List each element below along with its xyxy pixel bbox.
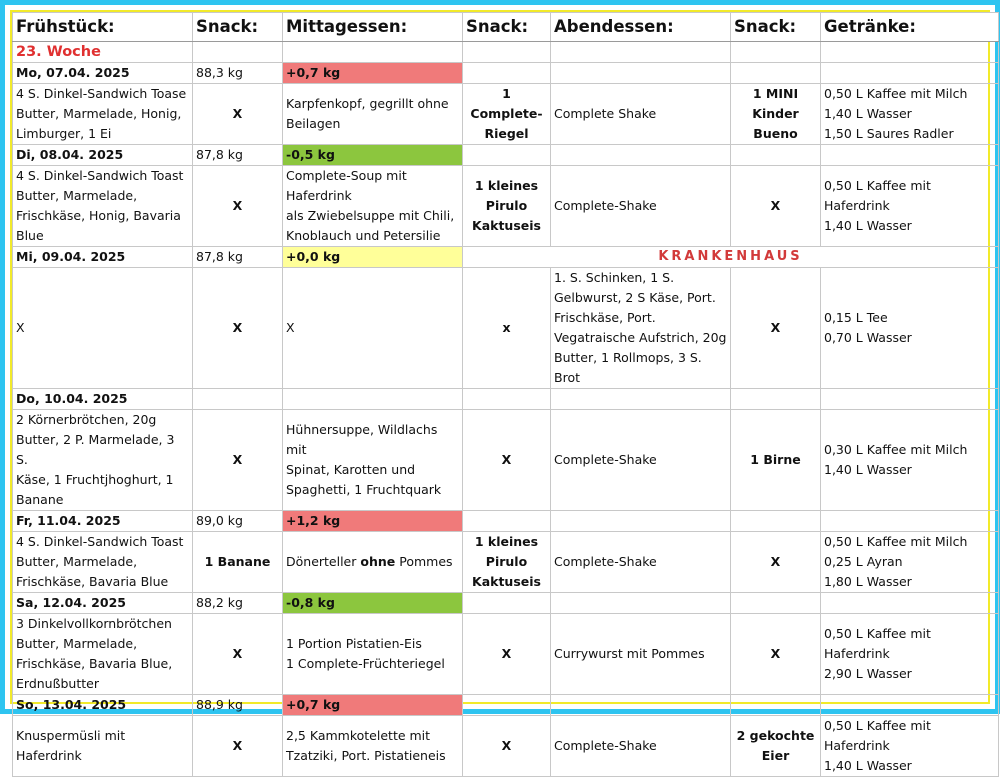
cell[interactable] [731,42,821,63]
cell-line: 0,25 L Ayran [824,554,903,569]
day-content-row [13,268,999,389]
cell-line: 1 Birne [750,452,801,467]
day-header-row [13,63,999,84]
cell-line: Pirulo [485,554,528,569]
header-row [13,13,999,42]
day-header-row [13,145,999,166]
mittagessen-cell[interactable] [283,410,463,511]
abendessen-cell[interactable] [551,410,731,511]
cell-line: 0,70 L Wasser [824,330,912,345]
mittagessen-cell[interactable] [283,716,463,777]
cell-line: X [232,646,243,661]
weight-change[interactable]: +0,0 kg [283,247,463,268]
cell[interactable] [463,593,551,614]
cell-line: 0,30 L Kaffee mit Milch [824,442,968,457]
cell-line: X [770,320,781,335]
day-content-row [13,84,999,145]
day-header-row [13,247,999,268]
cell-line: Riegel [484,126,529,141]
cell-line: 0,50 L Kaffee mit Haferdrink [824,626,931,661]
snack-2-cell[interactable] [463,268,551,389]
cell-line: Butter, 1 Rollmops, 3 S. Brot [554,350,702,385]
cell-line: Complete-Shake [554,554,657,569]
snack-2-cell[interactable] [463,410,551,511]
cell-line: Frischkäse, Bavaria Blue, [16,656,173,671]
cell[interactable] [463,145,551,166]
cell-line: Spaghetti, 1 Fruchtquark [286,482,442,497]
snack-1-cell[interactable] [193,532,283,593]
day-weight[interactable]: 87,8 kg [193,145,283,166]
snack-2-cell[interactable] [463,84,551,145]
cell-line: X [232,106,243,121]
cell-line: 1 kleines [474,178,539,193]
getraenke-cell[interactable] [821,716,999,777]
cell-line: 3 Dinkelvollkornbrötchen [16,616,172,631]
cell-line: Kaktuseis [472,574,541,589]
getraenke-cell[interactable] [821,84,999,145]
day-date[interactable]: Di, 08.04. 2025 [13,145,193,166]
fruehstueck-cell[interactable] [13,84,193,145]
weight-change[interactable] [283,389,463,410]
cell[interactable] [821,695,999,716]
cell[interactable] [551,63,731,84]
getraenke-cell[interactable] [821,410,999,511]
cell[interactable] [821,42,999,63]
day-date[interactable]: Mo, 07.04. 2025 [13,63,193,84]
cell[interactable] [731,695,821,716]
snack-1-cell[interactable] [193,166,283,247]
cell[interactable] [463,389,551,410]
cell[interactable] [551,42,731,63]
cell-line: 2 gekochte [736,728,815,743]
cell-line: 0,50 L Kaffee mit Milch [824,86,968,101]
cell-line: Complete Shake [554,106,657,121]
cell-line: Banane [16,492,64,507]
cell-line: Eier [761,748,790,763]
cell[interactable] [821,63,999,84]
weight-change[interactable]: -0,8 kg [283,593,463,614]
day-content-row [13,166,999,247]
week-label[interactable]: 23. Woche [13,42,193,63]
header-snack-3[interactable]: Snack: [731,13,821,42]
day-weight[interactable]: 88,2 kg [193,593,283,614]
fruehstueck-cell[interactable] [13,268,193,389]
cell-line: X [232,320,243,335]
header-fruehstueck[interactable]: Frühstück: [13,13,193,42]
weight-change[interactable]: +0,7 kg [283,695,463,716]
cell-line: X [770,554,781,569]
abendessen-cell[interactable] [551,532,731,593]
day-date[interactable]: So, 13.04. 2025 [13,695,193,716]
cell-line: x [502,320,511,335]
text-part-bold: ohne [360,554,396,569]
fruehstueck-cell[interactable] [13,166,193,247]
cell-line: 4 S. Dinkel-Sandwich Toast [16,168,184,183]
abendessen-cell[interactable] [551,268,731,389]
cell-line: 2,90 L Wasser [824,666,912,681]
fruehstueck-cell[interactable] [13,532,193,593]
snack-3-cell[interactable] [731,84,821,145]
snack-2-cell[interactable] [463,614,551,695]
cell[interactable] [821,145,999,166]
meal-log-table [12,12,999,777]
cell-line: X [770,198,781,213]
day-content-row [13,614,999,695]
cell-line: 1 Complete-Früchteriegel [286,656,445,671]
cell-line: Butter, Marmelade, [16,636,138,651]
cell-line: Vegatraische Aufstrich, 20g [554,330,727,345]
cell-line: Erdnußbutter [16,676,99,691]
day-weight[interactable]: 88,3 kg [193,63,283,84]
snack-2-cell[interactable] [463,716,551,777]
mittagessen-cell[interactable] [283,614,463,695]
cell-line: Complete-Shake [554,198,657,213]
snack-3-cell[interactable] [731,166,821,247]
cell-line: Frischkäse, Port. [554,310,656,325]
snack-3-cell[interactable] [731,614,821,695]
cell-line: 4 S. Dinkel-Sandwich Toase [16,86,187,101]
cell-line: X [16,320,25,335]
cell-line: als Zwiebelsuppe mit Chili, [286,208,455,223]
cell-line: Tzatziki, Port. Pistatieneis [286,748,446,763]
cell-line: 1. S. Schinken, 1 S. [554,270,675,285]
cell-line: Haferdrink [16,748,82,763]
snack-3-cell[interactable] [731,268,821,389]
snack-1-cell[interactable] [193,268,283,389]
getraenke-cell[interactable] [821,614,999,695]
cell-line: Spinat, Karotten und [286,462,416,477]
day-date[interactable]: Sa, 12.04. 2025 [13,593,193,614]
cell-line: Pirulo [485,198,528,213]
day-weight[interactable]: 87,8 kg [193,247,283,268]
cell-line: X [501,646,512,661]
sheet-area [10,10,990,773]
snack-1-cell[interactable] [193,614,283,695]
day-header-row [13,695,999,716]
cell-line: Frischkäse, Bavaria Blue [16,574,169,589]
cell-line: X [770,646,781,661]
cell-line: Hühnersuppe, Wildlachs mit [286,422,438,457]
weight-change[interactable]: +0,7 kg [283,63,463,84]
cell-line: Butter, Marmelade, [16,188,138,203]
mittagessen-cell[interactable] [283,84,463,145]
cell[interactable] [193,42,283,63]
cell[interactable] [551,593,731,614]
day-header-row [13,593,999,614]
cell-line: X [232,198,243,213]
header-snack-1[interactable]: Snack: [193,13,283,42]
cell[interactable] [463,695,551,716]
cell-line: 1,40 L Wasser [824,218,912,233]
snack-3-cell[interactable] [731,532,821,593]
cell[interactable] [551,511,731,532]
cell-line: 1,80 L Wasser [824,574,912,589]
cell[interactable] [463,63,551,84]
getraenke-cell[interactable] [821,532,999,593]
cell-line: X [232,452,243,467]
cell-line: X [501,452,512,467]
cell-line: X [286,320,295,335]
cell-line: Knuspermüsli mit [16,728,126,743]
cell[interactable] [821,593,999,614]
cell-line: Butter, 2 P. Marmelade, 3 S. [16,432,175,467]
day-weight[interactable] [193,389,283,410]
day-content-row [13,532,999,593]
week-row [13,42,999,63]
snack-2-cell[interactable] [463,166,551,247]
mittagessen-cell[interactable] [283,532,463,593]
day-weight[interactable]: 88,9 kg [193,695,283,716]
cell-line: 1 Complete- [470,86,543,121]
cell[interactable] [821,511,999,532]
cell-line: 0,15 L Tee [824,310,888,325]
cell[interactable] [731,511,821,532]
cell-line: 1 kleines [474,534,539,549]
cell[interactable] [551,695,731,716]
cell-line: 1 Portion Pistatien-Eis [286,636,422,651]
text-part: Pommes [395,554,453,569]
cell-line: 1,50 L Saures Radler [824,126,954,141]
cell-line: Käse, 1 Fruchtjhoghurt, 1 [16,472,174,487]
cell[interactable] [551,145,731,166]
abendessen-cell[interactable] [551,716,731,777]
weight-change[interactable]: +1,2 kg [283,511,463,532]
header-snack-2[interactable]: Snack: [463,13,551,42]
cell[interactable] [731,389,821,410]
day-weight[interactable]: 89,0 kg [193,511,283,532]
header-abendessen[interactable]: Abendessen: [551,13,731,42]
weight-change[interactable]: -0,5 kg [283,145,463,166]
cell-line: Frischkäse, Honig, Bavaria [16,208,181,223]
snack-1-cell[interactable] [193,716,283,777]
cell-line: 1,40 L Wasser [824,462,912,477]
cell-line: Limburger, 1 Ei [16,126,112,141]
abendessen-cell[interactable] [551,614,731,695]
cell-line: Gelbwurst, 2 S Käse, Port. [554,290,716,305]
cell-line: Haferdrink [286,188,352,203]
cell-line: Knoblauch und Petersilie [286,228,441,243]
cell-line: 1 MINI Kinder [752,86,799,121]
mittagessen-cell[interactable] [283,166,463,247]
cell-line: Currywurst mit Pommes [554,646,705,661]
fruehstueck-cell[interactable] [13,410,193,511]
day-header-row [13,389,999,410]
cell-line: Complete-Shake [554,738,657,753]
cell-line: 0,50 L Kaffee mit Haferdrink [824,178,931,213]
getraenke-cell[interactable] [821,166,999,247]
day-date[interactable]: Mi, 09.04. 2025 [13,247,193,268]
text-part: Dönerteller [286,554,361,569]
fruehstueck-cell[interactable] [13,716,193,777]
day-date[interactable]: Fr, 11.04. 2025 [13,511,193,532]
cell-line: 2,5 Kammkotelette mit [286,728,431,743]
cell-line: X [232,738,243,753]
cell[interactable] [731,593,821,614]
day-content-row [13,410,999,511]
cell-line: Beilagen [286,116,341,131]
cell-line: 1 Banane [204,554,271,569]
cell-line: Blue [16,228,44,243]
fruehstueck-cell[interactable] [13,614,193,695]
getraenke-cell[interactable] [821,268,999,389]
snack-1-cell[interactable] [193,84,283,145]
cell-line: 0,50 L Kaffee mit Haferdrink [824,718,931,753]
cell[interactable] [551,389,731,410]
day-content-row [13,716,999,777]
cell[interactable] [821,389,999,410]
cell-line: Butter, Marmelade, Honig, [16,106,182,121]
snack-3-cell[interactable] [731,410,821,511]
cell-line: 1,40 L Wasser [824,758,912,773]
mittagessen-cell[interactable] [283,268,463,389]
cell-line: Karpfenkopf, gegrillt ohne [286,96,449,111]
cell[interactable] [731,145,821,166]
cell-line: 4 S. Dinkel-Sandwich Toast [16,534,184,549]
cell-line: 2 Körnerbrötchen, 20g [16,412,157,427]
abendessen-cell[interactable] [551,84,731,145]
cell-line: Complete-Soup mit [286,168,407,183]
hospital-label[interactable]: KRANKENHAUS [463,247,999,268]
snack-1-cell[interactable] [193,410,283,511]
cell[interactable] [283,42,463,63]
cell-line: Bueno [753,126,798,141]
header-getraenke[interactable]: Getränke: [821,13,999,42]
header-mittagessen[interactable]: Mittagessen: [283,13,463,42]
snack-2-cell[interactable] [463,532,551,593]
day-date[interactable]: Do, 10.04. 2025 [13,389,193,410]
cell[interactable] [463,42,551,63]
cell-line: 0,50 L Kaffee mit Milch [824,534,968,549]
cell[interactable] [731,63,821,84]
cell[interactable] [463,511,551,532]
cell-line: Kaktuseis [472,218,541,233]
day-header-row [13,511,999,532]
snack-3-cell[interactable] [731,716,821,777]
cell-line: Complete-Shake [554,452,657,467]
cell-line: X [501,738,512,753]
abendessen-cell[interactable] [551,166,731,247]
cell-line: 1,40 L Wasser [824,106,912,121]
cell-line: Butter, Marmelade, [16,554,138,569]
